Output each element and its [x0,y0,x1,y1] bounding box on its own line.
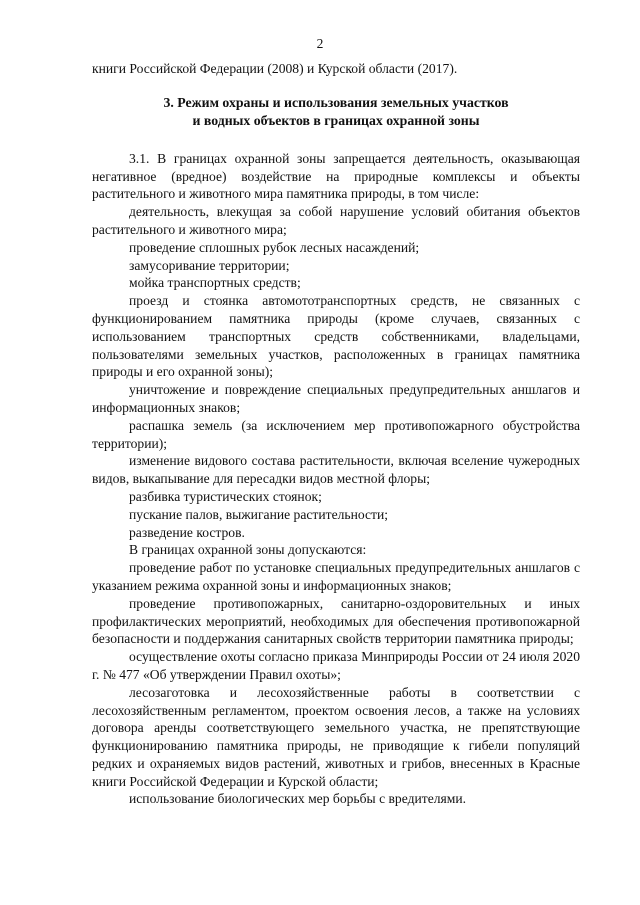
list-item: изменение видового состава растительности, включая вселение чужеродных видов, выкапывание для пересадки видов местной флоры; [92,453,580,487]
list-item: замусоривание территории; [129,257,290,273]
list-item: разбивка туристических стоянок; [129,488,322,504]
page-content [92,60,580,808]
list-item: разведение костров. [129,524,245,540]
section-heading-line-1: 3. Режим охраны и использования земельных участков [163,94,509,110]
intro-line: книги Российской Федерации (2008) и Курской области (2017). [92,61,458,76]
paragraph-permitted-intro: В границах охранной зоны допускаются: [129,542,367,558]
list-item: распашка земель (за исключением мер противопожарного обустройства территории); [92,417,580,451]
section-heading-line-2: и водных объектов в границах охранной зоны [192,112,480,128]
list-item: мойка транспортных средств; [129,275,301,291]
list-item: деятельность, влекущая за собой нарушение условий обитания объектов растительного и животного мира; [92,204,580,237]
list-item: лесозаготовка и лесохозяйственные работы в соответствии с лесохозяйственным регламентом, проектом освоения лесов, а также на условиях договора аренды соответствующего земельного участка, не препятствующие функционированию памятника природы, не приводящие к гибели популяций редких и охраняемых видов растений, животных и грибов, внесенных в Красные книги Российской Федерации и Курской области; [92,684,580,789]
list-item: проведение сплошных рубок лесных насаждений; [129,239,420,255]
list-item: проезд и стоянка автомототранспортных средств, не связанных с функционированием памятника природы (кроме случаев, связанных с использованием транспортных средств собственниками, владельцами, пользователями земельных участков, расположенных в границах памятника природы и его охранной зоны); [92,293,580,380]
paragraph-clause-3-1: 3.1. В границах охранной зоны запрещается деятельность, оказывающая негативное (вредное) воздействие на природные комплексы и объекты растительного и животного мира памятника природы, в том числе: [92,150,580,202]
page-number: 2 [316,36,324,51]
list-item: использование биологических мер борьбы с вредителями. [129,791,467,807]
list-item: уничтожение и повреждение специальных предупредительных аншлагов и информационных знаков; [92,382,580,415]
list-item: проведение противопожарных, санитарно-оздоровительных и иных профилактических мероприятий, необходимых для обеспечения противопожарной безопасности и поддержания санитарных свойств территории памятника природы; [92,595,580,647]
list-item: проведение работ по установке специальных предупредительных аншлагов с указанием режима охранной зоны и информационных знаков; [92,560,580,593]
list-item: пускание палов, выжигание растительности; [129,506,389,522]
section-heading [92,94,580,130]
list-item: осуществление охоты согласно приказа Минприроды России от 24 июля 2020 г. № 477 «Об утверждении Правил охоты»; [92,649,580,682]
